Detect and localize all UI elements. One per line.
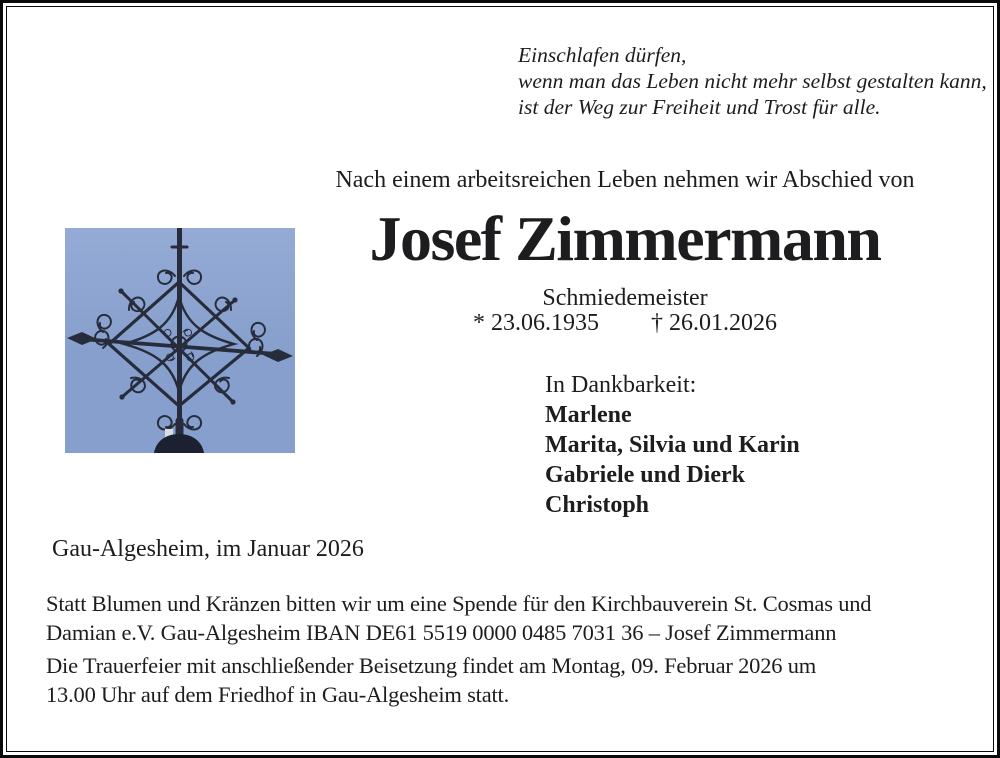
intro-line: Nach einem arbeitsreichen Leben nehmen wir Abschied von [335,167,915,193]
weathervane-graphic [65,228,295,453]
spire-cross-photo [65,228,295,453]
donation-line: Statt Blumen und Kränzen bitten wir um eine Spende für den Kirchbauverein St. Cosmas und [46,591,872,616]
epigraph-line: ist der Weg zur Freiheit und Trost für alle. [518,95,881,119]
mourner-name: Marita, Silvia und Karin [545,432,800,458]
mourner-name: Gabriele und Dierk [545,462,746,488]
mourner-name: Christoph [545,492,650,518]
birth-date: * 23.06.1935 [473,310,599,336]
epigraph [518,42,987,120]
profession: Schmiedemeister [542,285,708,311]
epigraph-line: wenn man das Leben nicht mehr selbst gestalten kann, [518,69,987,93]
funeral-line: 13.00 Uhr auf dem Friedhof in Gau-Algesheim statt. [46,682,510,707]
place-and-date: Gau-Algesheim, im Januar 2026 [52,536,364,562]
donation-line: Damian e.V. Gau-Algesheim IBAN DE61 5519 0000 0485 7031 36 – Josef Zimmermann [46,620,837,645]
death-date: † 26.01.2026 [651,310,777,336]
epigraph-line: Einschlafen dürfen, [518,43,687,67]
gratitude-label: In Dankbarkeit: [545,372,697,398]
life-dates [270,310,980,337]
deceased-name: Josef Zimmermann [369,203,881,274]
funeral-line: Die Trauerfeier mit anschließender Beisetzung findet am Montag, 09. Februar 2026 um [46,653,817,678]
funeral-paragraph [46,651,816,709]
mourners-block [545,370,800,520]
mourner-name: Marlene [545,402,632,428]
donation-paragraph [46,589,871,647]
